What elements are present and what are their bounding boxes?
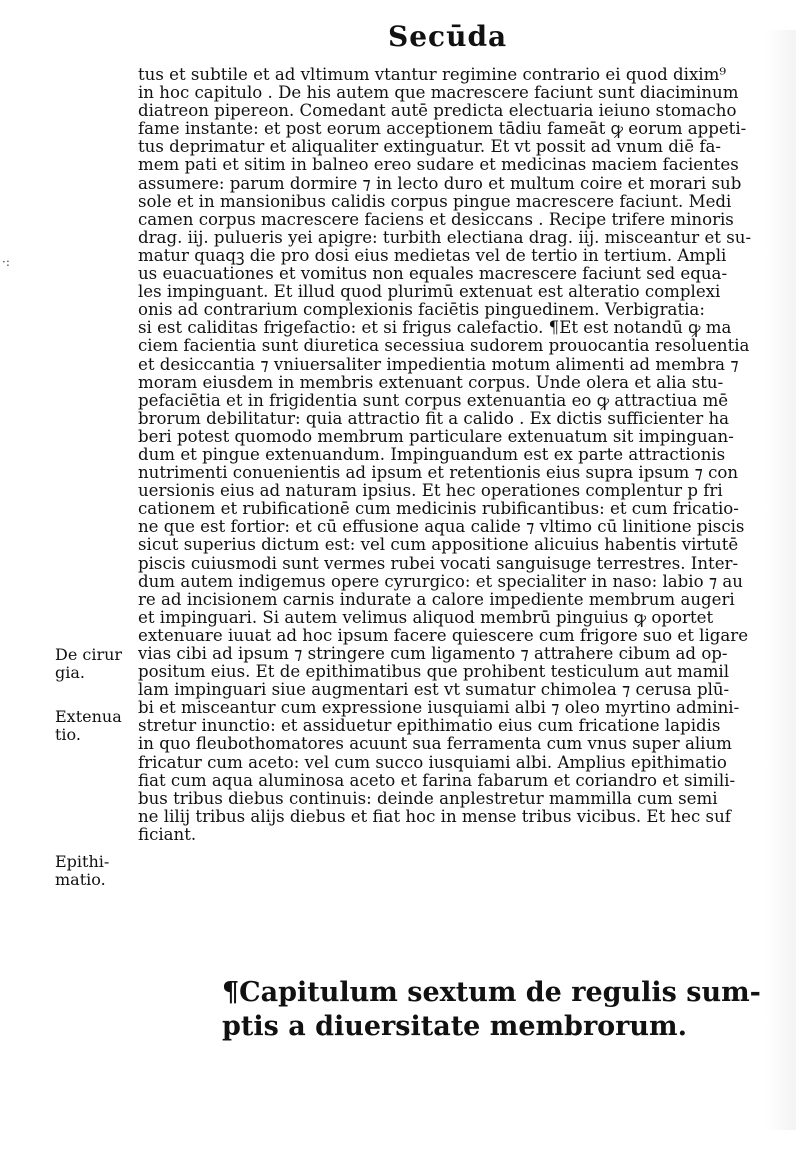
margin-note-line: Extenua: [55, 707, 122, 726]
text-line: moram eiusdem in membris extenuant corpus. Unde olera et alia stu-: [138, 373, 724, 392]
text-line: positum eius. Et de epithimatibus que prohibent testiculum aut mamil: [138, 663, 730, 682]
text-line: fame instante: et post eorum acceptionem tādiu fameāt ꝙ eorum appeti-: [138, 120, 747, 139]
margin-note-line: matio.: [55, 870, 106, 889]
text-line: nutrimenti conuenientis ad ipsum et retentionis eius supra ipsum ⁊ con: [138, 464, 739, 483]
text-line: et impinguari. Si autem velimus aliquod membrū pinguius ꝙ oportet: [138, 608, 714, 627]
margin-note-line: tio.: [55, 725, 81, 744]
text-line: piscis cuiusmodi sunt vermes rubei vocati sanguisuge terrestres. Inter-: [138, 554, 739, 573]
page-edge-shadow: [766, 30, 796, 1130]
text-line: in quo fleubothomatores acuunt sua ferramenta cum vnus super alium: [138, 735, 732, 754]
text-line: drag. iij. pulueris yei apigre: turbith electiana drag. iij. misceantur et su-: [138, 228, 752, 247]
margin-note-line: De cirur: [55, 645, 123, 664]
chapter-heading-line: ptis a diuersitate membrorum.: [222, 1011, 687, 1042]
text-line: brorum debilitatur: quia attractio fit a calido . Ex dictis sufficienter ha: [138, 409, 730, 428]
margin-note-line: Epithi-: [55, 852, 110, 871]
text-line: bus tribus diebus continuis: deinde anplestretur mammilla cum semi: [138, 789, 718, 808]
text-line: diatreon pipereon. Comedant autē predicta electuaria ieiuno stomacho: [138, 102, 737, 121]
text-line: tus et subtile et ad vltimum vtantur regimine contrario ei quod dixim⁹: [138, 66, 726, 84]
text-line: sicut superius dictum est: vel cum appositione alicuius habentis virtutē: [138, 536, 739, 555]
text-line: vias cibi ad ipsum ⁊ stringere cum ligamento ⁊ attrahere cibum ad op-: [138, 645, 728, 663]
text-line: uersionis eius ad naturam ipsius. Et hec operationes complentur p fri: [138, 482, 723, 501]
main-text-block: [138, 66, 766, 844]
text-line: et desiccantia ⁊ vniuersaliter impedientia motum alimenti ad membra ⁊: [138, 355, 739, 374]
text-line: extenuare iuuat ad hoc ipsum facere quiescere cum frigore suo et ligare: [138, 626, 749, 645]
text-line: onis ad contrarium complexionis faciētis pinguedinem. Verbigratia:: [138, 301, 705, 320]
text-line: matur quaqꝫ die pro dosi eius medietas vel de tertio in tertium. Ampli: [138, 246, 727, 265]
left-edge-speck: ·:: [2, 255, 10, 269]
text-line: in hoc capitulo . De his autem que macrescere faciunt sunt diaciminum: [138, 84, 739, 103]
text-line: les impinguant. Et illud quod plurimū extenuat est alteratio complexi: [138, 283, 721, 302]
text-line: ciem facientia sunt diuretica secessiua sudorem prouocantia resoluentia: [138, 337, 750, 356]
text-line: stretur inunctio: et assiduetur epithimatio eius cum fricatione lapidis: [138, 717, 721, 736]
margin-note-epithimatio: [55, 853, 135, 889]
text-line: assumere: parum dormire ⁊ in lecto duro et multum coire et morari sub: [138, 174, 742, 193]
chapter-heading-line: ¶Capitulum sextum de regulis sum-: [222, 977, 761, 1008]
text-line: us euacuationes et vomitus non equales macrescere faciunt sed equa-: [138, 265, 728, 284]
running-header: Secūda: [388, 20, 508, 53]
text-line: ne lilij tribus alijs diebus et fiat hoc in mense tribus vicibus. Et hec suf: [138, 807, 731, 826]
text-line: fricatur cum aceto: vel cum succo iusquiami albi. Amplius epithimatio: [138, 753, 727, 772]
text-line: ficiant.: [138, 825, 197, 844]
text-line: si est caliditas frigefactio: et si frigus calefactio. ¶Et est notandū ꝙ ma: [138, 319, 732, 338]
text-line: re ad incisionem carnis indurate a calore impediente membrum augeri: [138, 590, 735, 609]
text-line: ne que est fortior: et cū effusione aqua calide ⁊ vltimo cū linitione piscis: [138, 518, 745, 537]
text-line: sole et in mansionibus calidis corpus pingue macrescere faciunt. Medi: [138, 192, 732, 211]
margin-note-cirurgia: [55, 646, 135, 682]
text-line: camen corpus macrescere faciens et desiccans . Recipe trifere minoris: [138, 210, 734, 229]
text-line: lam impinguari siue augmentari est vt sumatur chimolea ⁊ cerusa plū-: [138, 681, 730, 700]
text-line: mem pati et sitim in balneo ereo sudare et medicinas maciem facientes: [138, 156, 739, 175]
chapter-heading: [222, 976, 762, 1044]
margin-note-extenuatio: [55, 708, 135, 744]
text-line: pefaciētia et in frigidentia sunt corpus extenuantia eo ꝙ attractiua mē: [138, 391, 729, 410]
text-line: dum et pingue extenuandum. Impinguandum est ex parte attractionis: [138, 445, 726, 464]
text-line: dum autem indigemus opere cyrurgico: et specialiter in naso: labio ⁊ au: [138, 572, 743, 591]
text-line: beri potest quomodo membrum particulare extenuatum sit impinguan-: [138, 427, 734, 446]
text-line: fiat cum aqua aluminosa aceto et farina fabarum et coriandro et simili-: [138, 771, 736, 790]
text-line: bi et misceantur cum expressione iusquiami albi ⁊ oleo myrtino admini-: [138, 699, 740, 718]
text-line: tus deprimatur et aliqualiter extinguatur. Et vt possit ad vnum diē fa-: [138, 138, 721, 157]
text-line: cationem et rubificationē cum medicinis rubificantibus: et cum fricatio-: [138, 500, 739, 519]
margin-note-line: gia.: [55, 663, 85, 682]
